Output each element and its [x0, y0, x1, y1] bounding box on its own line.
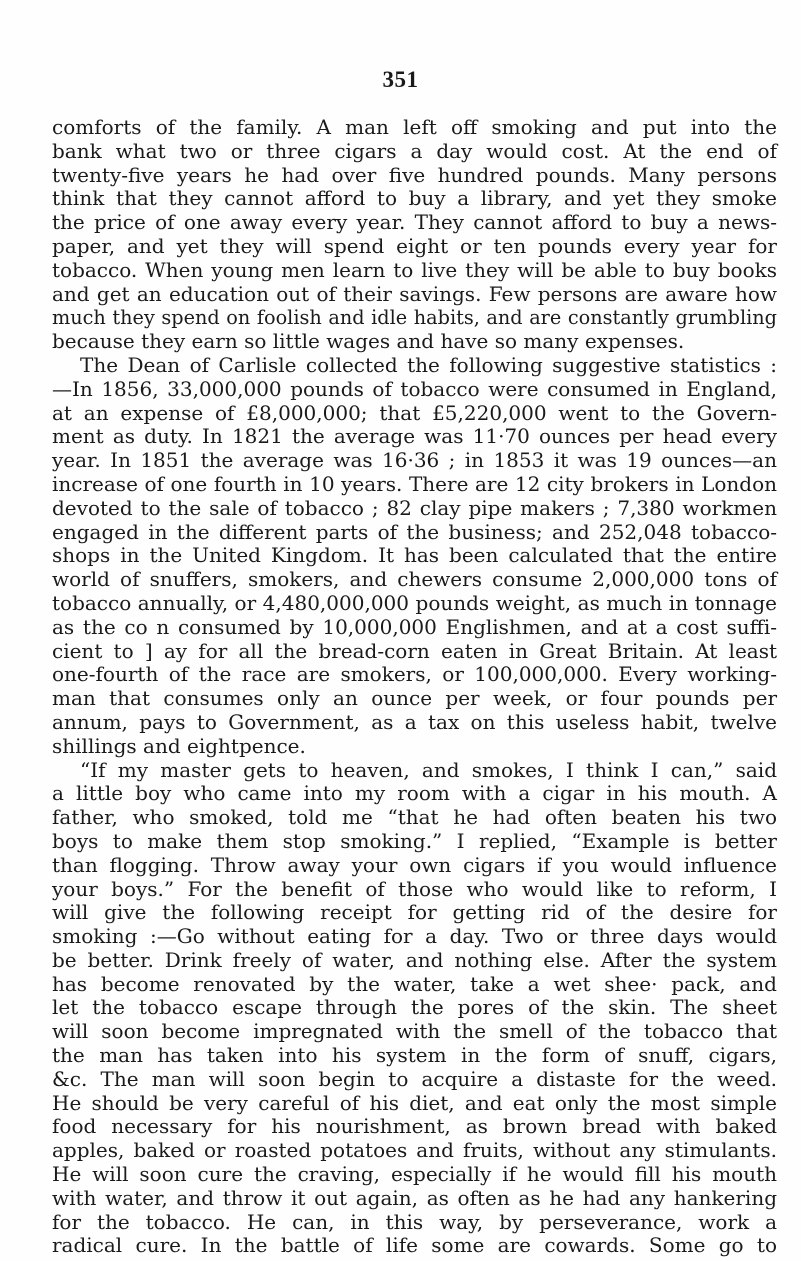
text-line: shops in the United Kingdom. It has been calculated that the entire	[52, 543, 777, 568]
text-line: will soon become impregnated with the smell of the tobacco that	[52, 1019, 777, 1044]
text-line: —In 1856, 33,000,000 pounds of tobacco were consumed in England,	[52, 376, 777, 401]
text-line: and get an education out of their savings. Few persons are aware how	[52, 281, 777, 306]
text-line: think that they cannot afford to buy a library, and yet they smoke	[52, 186, 777, 211]
page-number: 351	[382, 67, 419, 92]
text-line: year. In 1851 the average was 16·36 ; in 1853 it was 19 ounces—an	[52, 448, 777, 473]
text-line: world of snuffers, smokers, and chewers consume 2,000,000 tons of	[52, 567, 777, 592]
text-line: man that consumes only an ounce per week, or four pounds per	[52, 686, 777, 711]
text-line: boys to make them stop smoking.” I replied, “Example is better	[52, 828, 777, 853]
text-line: be better. Drink freely of water, and nothing else. After the system	[52, 947, 777, 972]
text-line: apples, baked or roasted potatoes and fruits, without any stimulants.	[52, 1138, 777, 1163]
text-line: paper, and yet they will spend eight or ten pounds every year for	[52, 233, 777, 258]
text-line: tobacco annually, or 4,480,000,000 pounds weight, as much in tonnage	[52, 590, 777, 615]
text-line: much they spend on foolish and idle habits, and are constantly grumbling	[52, 306, 777, 330]
text-line: ment as duty. In 1821 the average was 11·70 ounces per head every	[52, 424, 777, 449]
text-line: has become renovated by the water, take a wet shee· pack, and	[52, 971, 777, 996]
text-line: at an expense of £8,000,000; that £5,220,000 went to the Govern-	[52, 400, 777, 425]
body-text	[52, 116, 777, 1258]
text-line: engaged in the different parts of the business; and 252,048 tobacco-	[52, 519, 777, 544]
text-line: cient to ] ay for all the bread-corn eaten in Great Britain. At least	[52, 638, 777, 663]
text-line: than flogging. Throw away your own cigars if you would influence	[52, 852, 777, 877]
text-line: increase of one fourth in 10 years. There are 12 city brokers in London	[52, 471, 777, 496]
text-line: for the tobacco. He can, in this way, by perseverance, work a	[52, 1209, 777, 1234]
text-line: will give the following receipt for getting rid of the desire for	[52, 900, 777, 925]
text-line: food necessary for his nourishment, as brown bread with baked	[52, 1114, 777, 1139]
text-line: the man has taken into his system in the form of snuff, cigars,	[52, 1043, 777, 1068]
text-line: let the tobacco escape through the pores of the skin. The sheet	[52, 995, 777, 1020]
text-line: comforts of the family. A man left off smoking and put into the	[52, 115, 777, 139]
text-line: He should be very careful of his diet, and eat only the most simple	[52, 1090, 777, 1115]
text-line: &c. The man will soon begin to acquire a distaste for the weed.	[52, 1066, 777, 1091]
text-line: radical cure. In the battle of life some are cowards. Some go to	[52, 1233, 777, 1258]
text-line: the price of one away every year. They cannot afford to buy a news-	[52, 210, 777, 235]
text-line: devoted to the sale of tobacco ; 82 clay pipe makers ; 7,380 workmen	[52, 495, 777, 520]
text-line: He will soon cure the craving, especially if he would fill his mouth	[52, 1162, 777, 1187]
text-line: smoking :—Go without eating for a day. Two or three days would	[52, 924, 777, 949]
text-line: your boys.” For the benefit of those who would like to reform, I	[52, 876, 777, 901]
text-line: shillings and eightpence.	[52, 733, 306, 758]
text-line: annum, pays to Government, as a tax on this useless habit, twelve	[52, 709, 777, 734]
text-line: a little boy who came into my room with a cigar in his mouth. A	[52, 781, 777, 806]
text-line: bank what two or three cigars a day would cost. At the end of	[52, 138, 777, 163]
text-line: “If my master gets to heaven, and smokes, I think I can,” said	[80, 757, 777, 782]
text-line: because they earn so little wages and have so many expenses.	[52, 329, 685, 354]
text-line: one-fourth of the race are smokers, or 100,000,000. Every working-	[52, 662, 777, 687]
text-line: tobacco. When young men learn to live they will be able to buy books	[52, 257, 777, 282]
text-line: father, who smoked, told me “that he had often beaten his two	[52, 805, 777, 830]
text-line: twenty-five years he had over five hundred pounds. Many persons	[52, 162, 777, 187]
text-line: with water, and throw it out again, as often as he had any hankering	[52, 1185, 777, 1210]
text-line: The Dean of Carlisle collected the following suggestive statistics :	[80, 352, 777, 377]
text-line: as the co n consumed by 10,000,000 Englishmen, and at a cost suffi-	[52, 614, 777, 639]
